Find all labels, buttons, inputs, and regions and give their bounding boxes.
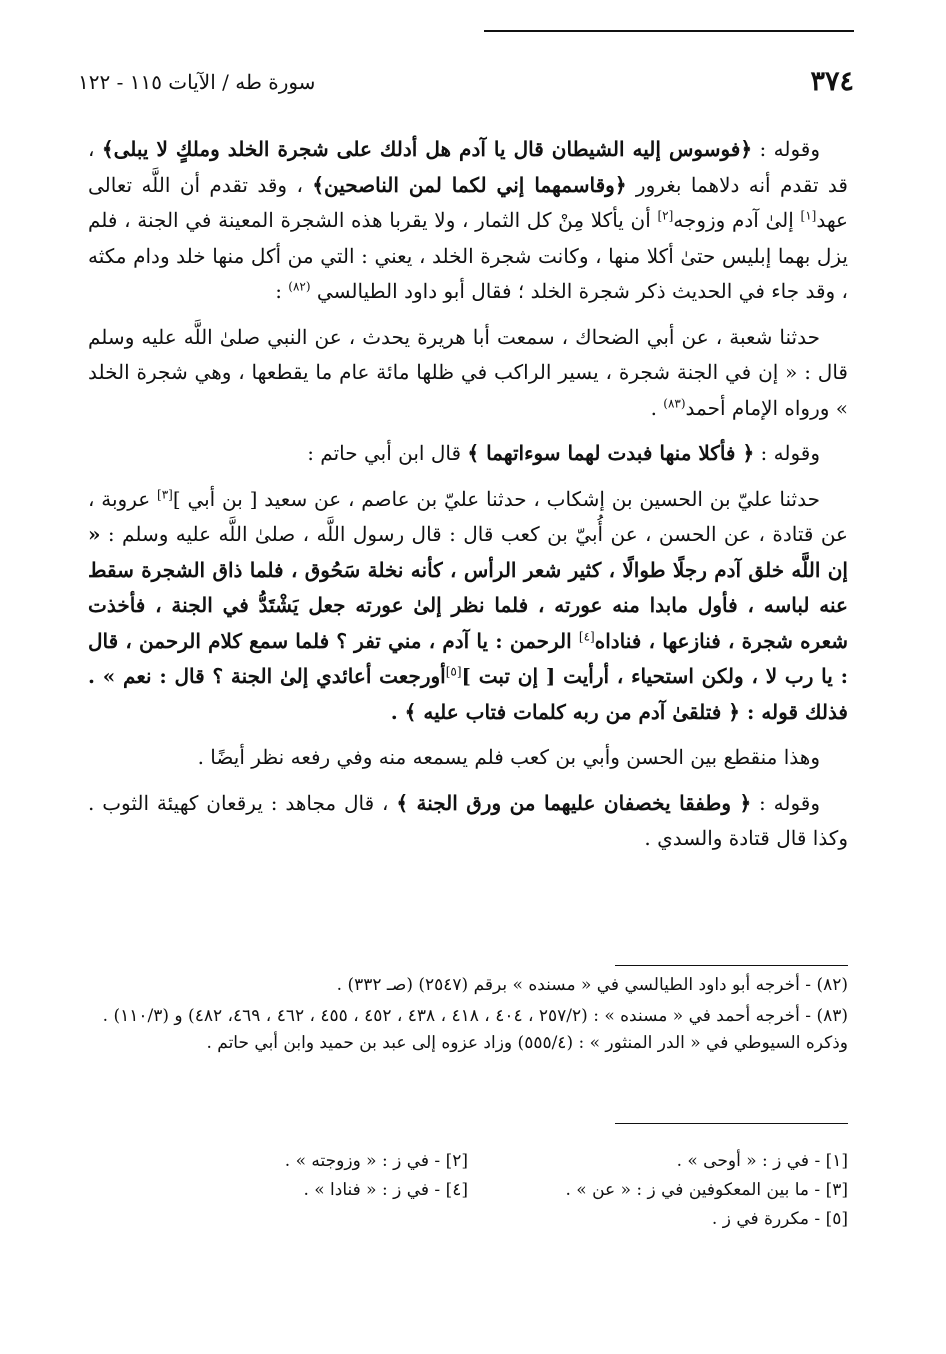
text-run: وقوله : bbox=[752, 137, 821, 161]
quran-verse: ﴿ فأكلا منها فبدت لهما سوءاتهما ﴾ bbox=[467, 441, 755, 465]
footnote-ref[interactable]: (٨٣) bbox=[663, 395, 686, 410]
footnotes bbox=[88, 972, 848, 1061]
quran-verse: ﴿وقاسمهما إني لكما لمن الناصحين﴾ bbox=[312, 172, 627, 197]
variant-ref[interactable]: [٢] bbox=[657, 208, 674, 223]
variant-item: [٣] - ما بين المعكوفين في ز : « عن » . bbox=[565, 1180, 848, 1200]
text-run: وهذا منقطع بين الحسن وأبي بن كعب فلم يسمعه منه وفي رفعه نظر أيضًا . bbox=[197, 745, 820, 769]
text-run: ، وقد تقدم أن اللَّه تعالى عهد bbox=[88, 172, 848, 232]
header-rule bbox=[484, 30, 854, 32]
main-text bbox=[88, 132, 848, 867]
footnote-item: (٨٢) - أخرجه أبو داود الطيالسي في « مسنده » برقم (٢٥٤٧) (صـ ٣٣٢) . bbox=[336, 975, 848, 995]
text-run: وقوله : bbox=[754, 441, 820, 465]
hadith-text: « إن اللَّه خلق آدم رجلًا طوالًا ، كثير شعر الرأس ، كأنه نخلة سَحُوق ، فلما ذاق الشجرة سقط عنه لباسه ، فأول مابدا منه عورته ، فلما نظر إلىٰ عورته جعل يَشْتَدُّ في الجنة ، فأخذت شعره شجرة ، فنازعها ، فناداه bbox=[88, 522, 848, 653]
variant-item: [٤] - في ز : « فنادا » . bbox=[303, 1180, 468, 1200]
paragraph-4 bbox=[88, 482, 848, 731]
variants-separator bbox=[615, 1123, 848, 1124]
page-header bbox=[78, 62, 854, 102]
hadith-text: الرحمن : يا آدم ، مني تفر ؟ فلما سمع كلام الرحمن ، قال : يا رب لا ، ولكن استحياء ، أرأيت [ إن تبت ] bbox=[88, 628, 848, 688]
text-run: حدثنا شعبة ، عن أبي الضحاك ، سمعت أبا هريرة يحدث ، عن النبي صلىٰ اللَّه عليه وسلم قال : « إن في الجنة شجرة ، يسير الراكب في ظلها مائة عام ما يقطعها ، وهي شجرة الخلد » ورواه الإمام أحمد bbox=[88, 324, 848, 420]
text-run: إلىٰ آدم وزوجه bbox=[673, 208, 801, 232]
quran-verse: ﴿فوسوس إليه الشيطان قال يا آدم هل أدلك على شجرة الخلد وملكٍ لا يبلى﴾ bbox=[101, 137, 753, 161]
paragraph-5 bbox=[88, 740, 848, 776]
paragraph-2 bbox=[88, 320, 848, 427]
paragraph-1 bbox=[88, 132, 848, 310]
footnote-item: (٨٣) - أخرجه أحمد في « مسنده » : (٢٥٧/٢ ، ٤٠٤ ، ٤١٨ ، ٤٣٨ ، ٤٥٢ ، ٤٥٥ ، ٤٦٢ ، ٤٦٩، ٤٨٢) و (١١٠/٣) . وذكره السيوطي في « الدر المنثور » : (٥٥٥/٤) وزاد عزوه إلى عبد بن حميد وابن أبي حاتم . bbox=[102, 1006, 848, 1053]
page-number: ٣٧٤ bbox=[810, 66, 854, 97]
text-run: عروبة ، عن قتادة ، عن الحسن ، عن أُبيّ بن كعب قال : قال رسول اللَّه ، صلىٰ اللَّه عليه وسلم : bbox=[88, 486, 848, 546]
text-run: قال ابن أبي حاتم : bbox=[307, 441, 468, 465]
variant-ref[interactable]: [٣] bbox=[157, 486, 173, 501]
footnote-ref[interactable]: (٨٢) bbox=[288, 279, 311, 294]
variant-ref[interactable]: [٤] bbox=[578, 628, 595, 643]
variant-ref[interactable]: [١] bbox=[800, 208, 817, 223]
text-run: وقوله : bbox=[751, 790, 821, 815]
text-run: . bbox=[650, 395, 664, 420]
variant-item: [١] - في ز : « أوحى » . bbox=[676, 1151, 848, 1171]
text-run: ، قال مجاهد : يرقعان كهيئة الثوب . وكذا قال قتادة والسدي . bbox=[88, 790, 848, 850]
quran-verse: ﴿ وطفقا يخصفان عليهما من ورق الجنة ﴾ bbox=[396, 790, 752, 815]
text-run: : bbox=[275, 279, 289, 303]
running-title: سورة طه / الآيات ١١٥ - ١٢٢ bbox=[78, 70, 316, 94]
variant-item: [٢] - في ز : « وزوجته » . bbox=[284, 1151, 468, 1171]
text-run: أن يأكلا مِنْ كل الثمار ، ولا يقربا هذه الشجرة المعينة في الجنة ، فلم يزل بهما إبليس حتىٰ أكلا منها ، وكانت شجرة الخلد ، يعني : التي من أكل منها خلد ودام مكثه ، وقد جاء في الحديث ذكر شجرة الخلد ؛ فقال أبو داود الطيالسي bbox=[88, 208, 848, 303]
text-run: حدثنا عليّ بن الحسين بن إشكاب ، حدثنا عليّ بن عاصم ، عن سعيد [ بن أبي ] bbox=[172, 486, 820, 511]
paragraph-6 bbox=[88, 786, 848, 857]
variant-notes bbox=[88, 1148, 848, 1233]
variant-item: [٥] - مكررة في ز . bbox=[711, 1209, 848, 1229]
hadith-text: أورجعت أعائدي إلىٰ الجنة ؟ قال : نعم » . فذلك قوله : ﴿ فتلقىٰ آدم من ربه كلمات فتاب عليه ﴾ . bbox=[88, 664, 848, 724]
variant-ref[interactable]: [٥] bbox=[445, 664, 462, 679]
footnote-separator bbox=[615, 965, 848, 966]
paragraph-3 bbox=[88, 436, 848, 472]
text-run: ، قد تقدم أنه دلاهما بغرور bbox=[88, 137, 848, 197]
